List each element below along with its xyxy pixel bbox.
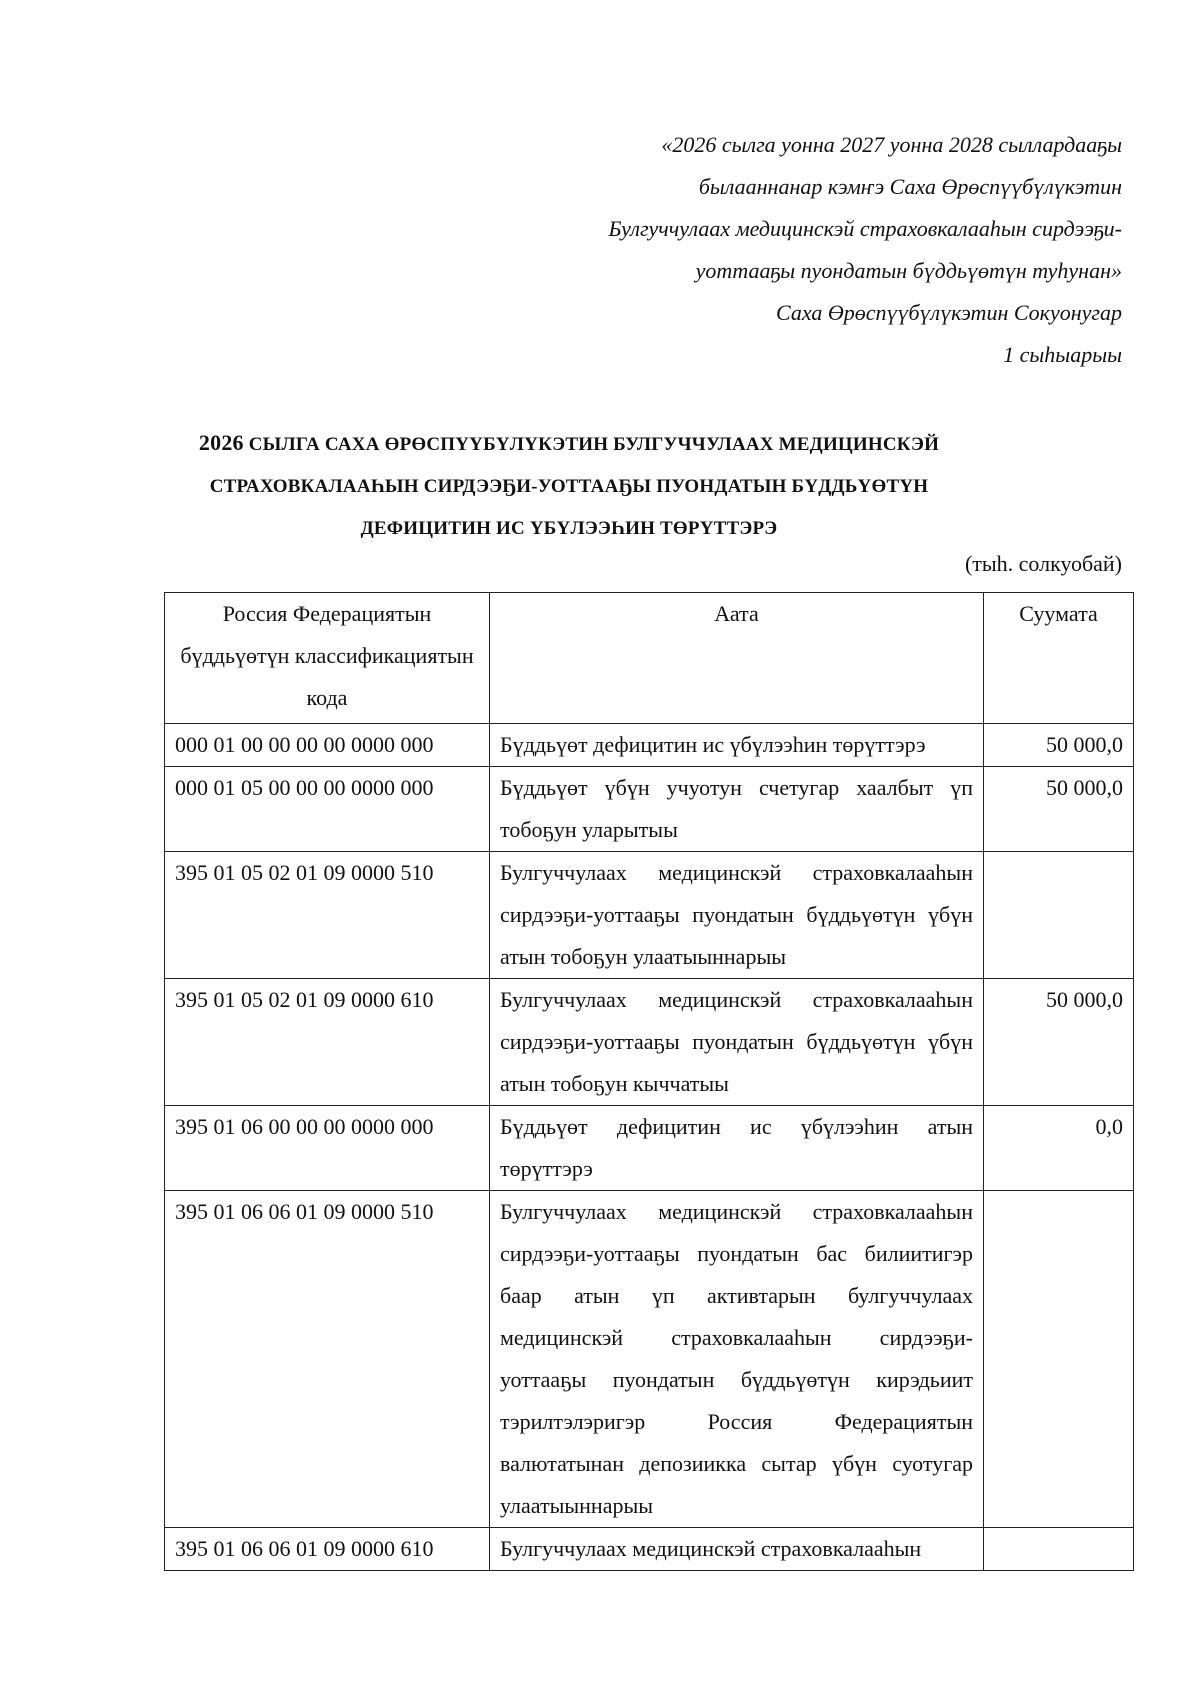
row-amount: 50 000,0: [984, 724, 1134, 767]
units-note: (тыһ. солкуобай): [964, 551, 1122, 576]
header-line: былааннанар кэмҥэ Саха Өрөспүүбүлүкэтин: [698, 174, 1122, 199]
row-amount: [984, 852, 1134, 979]
table-row: [165, 1528, 1134, 1571]
row-code: 395 01 06 06 01 09 0000 510: [165, 1191, 490, 1528]
row-name: Бүддьүөт дефицитин ис үбүлээһин атын төрүттэрэ: [490, 1106, 984, 1191]
title-line-2: СТРАХОВКАЛААҺЫН СИРДЭЭҔИ-УОТТААҔЫ ПУОНДАТЫН БҮДДЬҮӨТҮН: [209, 476, 929, 497]
row-amount: [984, 1191, 1134, 1528]
row-code: 395 01 05 02 01 09 0000 510: [165, 852, 490, 979]
row-amount: 50 000,0: [984, 979, 1134, 1106]
document-title: [160, 422, 978, 550]
row-name: Булгуччулаах медицинскэй страховкалааһын: [490, 1528, 984, 1571]
title-line-3: ДЕФИЦИТИН ИС ҮБҮЛЭЭҺИН ТӨРҮТТЭРЭ: [360, 518, 778, 539]
header-line: Саха Өрөспүүбүлүкэтин Сокуонугар: [776, 300, 1122, 325]
row-name: Бүддьүөт үбүн учуотун счетугар хаалбыт үп тобоҕун уларытыы: [490, 767, 984, 852]
row-amount: 0,0: [984, 1106, 1134, 1191]
table-row: [165, 1106, 1134, 1191]
title-line-1: [160, 422, 978, 466]
column-header-amount: Суумата: [984, 593, 1134, 724]
row-name: Булгуччулаах медицинскэй страховкалааһын сирдээҕи-уоттааҕы пуондатын бүддьүөтүн үбүн атын тобоҕун улаатыыннарыы: [490, 852, 984, 979]
header-line: уоттааҕы пуондатын бүддьүөтүн туһунан»: [695, 258, 1122, 283]
law-annex-header: [608, 124, 1122, 376]
row-code: 395 01 06 06 01 09 0000 610: [165, 1528, 490, 1571]
table-row: [165, 979, 1134, 1106]
title-year: 2026: [198, 430, 244, 455]
row-name: Булгуччулаах медицинскэй страховкалааһын сирдээҕи-уоттааҕы пуондатын бүддьүөтүн үбүн атын тобоҕун кыччатыы: [490, 979, 984, 1106]
table-row: [165, 852, 1134, 979]
column-header-name: Аата: [490, 593, 984, 724]
row-code: 000 01 00 00 00 00 0000 000: [165, 724, 490, 767]
row-amount: [984, 1528, 1134, 1571]
header-line: «2026 сылга уонна 2027 уонна 2028 сыллардааҕы: [661, 132, 1122, 157]
row-code: 395 01 05 02 01 09 0000 610: [165, 979, 490, 1106]
budget-deficit-table: [164, 592, 1134, 1571]
header-line: 1 сыһыарыы: [1003, 342, 1122, 367]
row-code: 000 01 05 00 00 00 0000 000: [165, 767, 490, 852]
row-name: Булгуччулаах медицинскэй страховкалааһын сирдээҕи-уоттааҕы пуондатын бас билиитигэр баар атын үп активтарын булгуччулаах медицинскэй страховкалааһын сирдээҕи-уоттааҕы пуондатын бүддьүөтүн кирэдьиит тэрилтэлэригэр Россия Федерациятын валютатынан депозиикка сытар үбүн суотугар улаатыыннарыы: [490, 1191, 984, 1528]
row-amount: 50 000,0: [984, 767, 1134, 852]
table-row: [165, 724, 1134, 767]
table-row: [165, 1191, 1134, 1528]
table-header-row: [165, 593, 1134, 724]
header-line: Булгуччулаах медицинскэй страховкалааһын сирдээҕи-: [608, 216, 1122, 241]
row-code: 395 01 06 00 00 00 0000 000: [165, 1106, 490, 1191]
column-header-code: Россия Федерациятын бүддьүөтүн классификациятын кода: [165, 593, 490, 724]
table-row: [165, 767, 1134, 852]
title-line-1-text: СЫЛГА САХА ӨРӨСПҮҮБҮЛҮКЭТИН БУЛГУЧЧУЛААХ МЕДИЦИНСКЭЙ: [248, 434, 940, 455]
row-name: Бүддьүөт дефицитин ис үбүлээһин төрүттэрэ: [490, 724, 984, 767]
